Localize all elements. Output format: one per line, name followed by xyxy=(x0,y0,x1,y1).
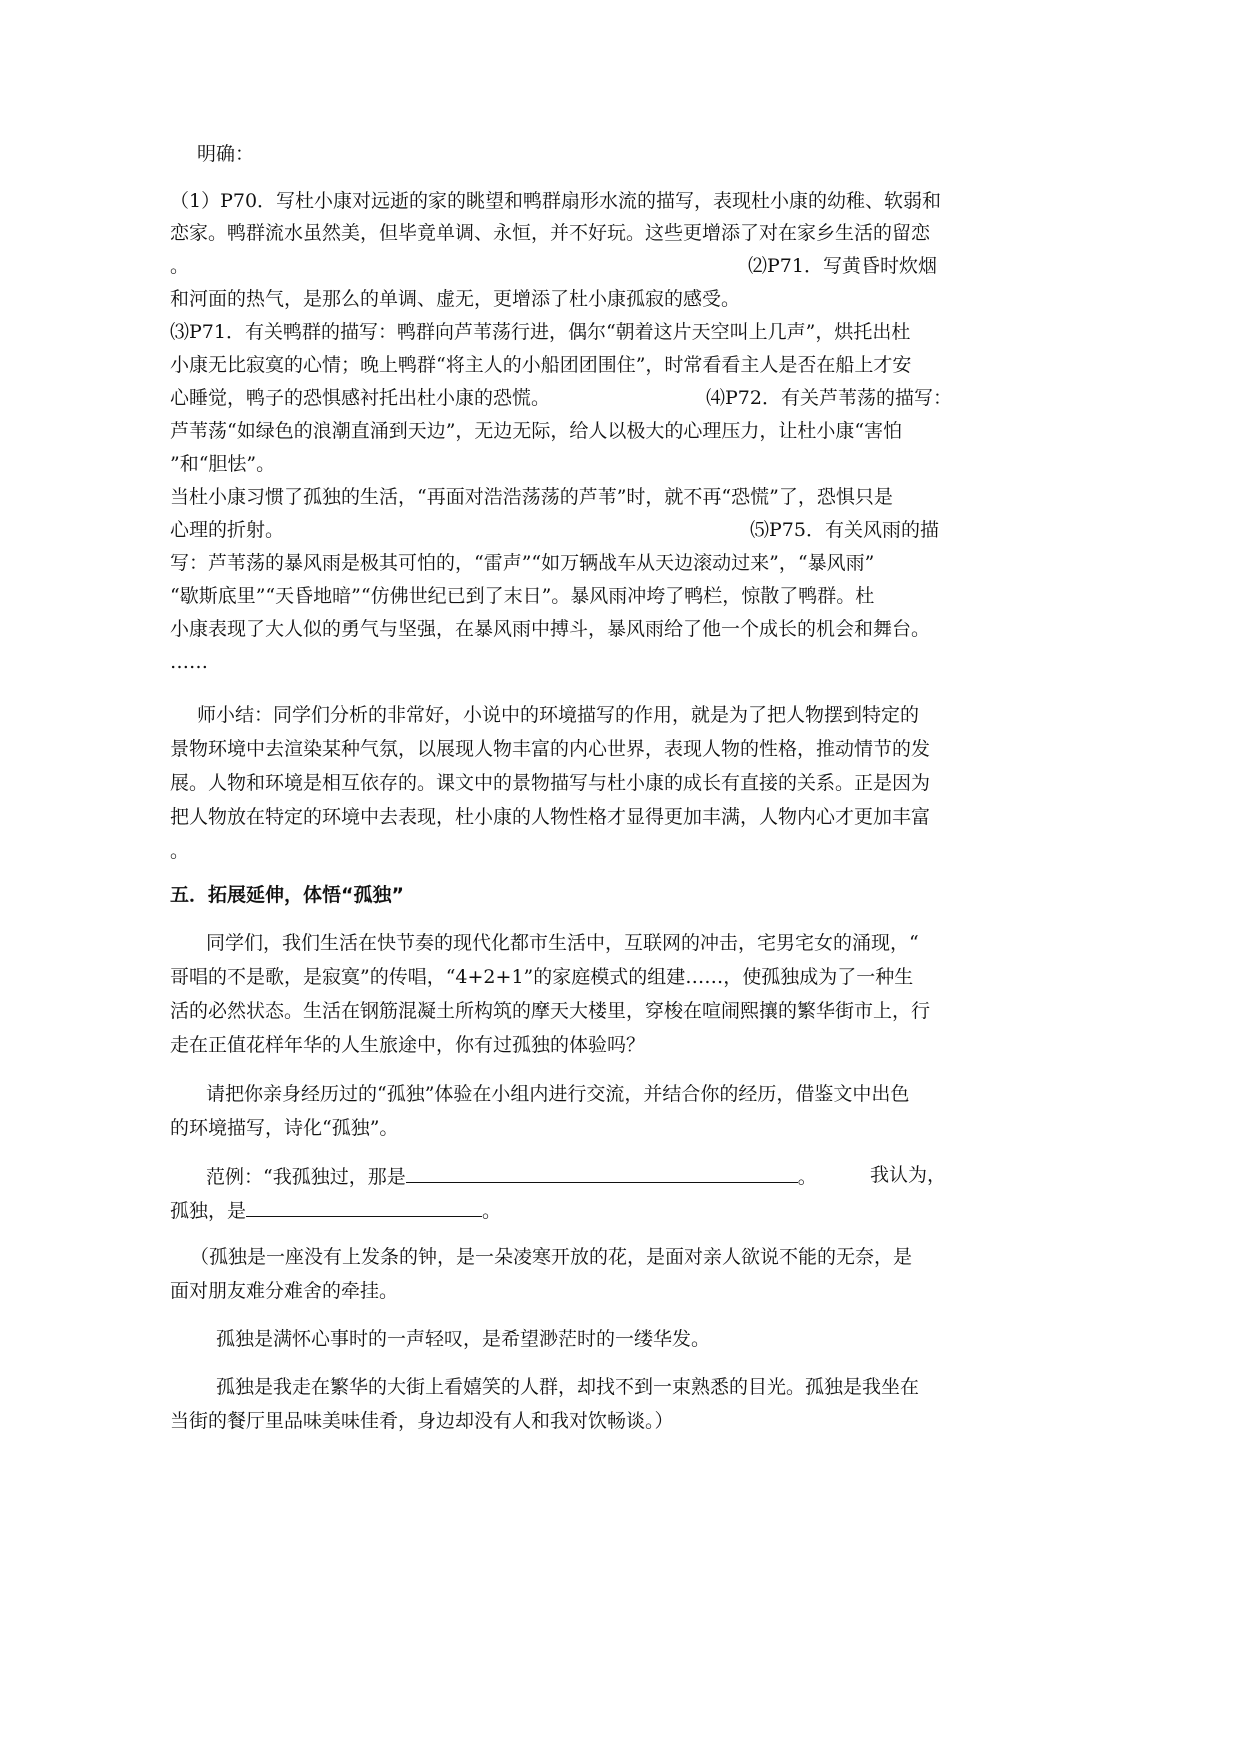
analysis-line-3b: ⑵P71．写黄昏时炊烟 xyxy=(748,255,937,277)
analysis-line-11a: 心理的折射。 xyxy=(170,519,285,541)
mingque-label: 明确： xyxy=(197,143,255,165)
analysis-line-2: 恋家。鸭群流水虽然美，但毕竟单调、永恒，并不好玩。这些更增添了对在家乡生活的留恋 xyxy=(170,222,931,244)
task-line-2: 的环境描写，诗化“孤独”。 xyxy=(170,1117,399,1139)
example-line-1 xyxy=(206,1160,817,1192)
intro-line-3: 活的必然状态。生活在钢筋混凝土所构筑的摩天大楼里，穿梭在喧闹熙攘的繁华街市上，行 xyxy=(170,1000,931,1022)
analysis-line-7a: 心睡觉，鸭子的恐惧感衬托出杜小康的恐慌。 xyxy=(170,387,551,409)
analysis-line-6: 小康无比寂寞的心情；晚上鸭群“将主人的小船团团围住”，时常看看主人是否在船上才安 xyxy=(170,354,912,376)
answer-line-4: 孤独是我走在繁华的大街上看嬉笑的人群，却找不到一束熟悉的目光。孤独是我坐在 xyxy=(216,1376,920,1398)
analysis-line-4: 和河面的热气，是那么的单调、虚无，更增添了杜小康孤寂的感受。 xyxy=(170,288,741,310)
analysis-line-3a: 。 xyxy=(170,255,190,277)
answer-blank-2[interactable] xyxy=(246,1194,482,1217)
analysis-line-12: 写：芦苇荡的暴风雨是极其可怕的，“雷声”“如万辆战车从天边滚动过来”，“暴风雨” xyxy=(170,552,875,574)
analysis-line-10: 当杜小康习惯了孤独的生活，“再面对浩浩荡荡的芦苇”时，就不再“恐慌”了，恐惧只是 xyxy=(170,486,893,508)
analysis-line-11b: ⑸P75．有关风雨的描 xyxy=(750,519,939,541)
task-line-1: 请把你亲身经历过的“孤独”体验在小组内进行交流，并结合你的经历，借鉴文中出色 xyxy=(206,1083,910,1105)
answer-blank-1[interactable] xyxy=(406,1160,798,1183)
example-right: 我认为， xyxy=(870,1164,947,1186)
example-line-2 xyxy=(170,1194,501,1226)
intro-line-4: 走在正值花样年华的人生旅途中，你有过孤独的体验吗？ xyxy=(170,1034,646,1056)
intro-line-2: 哥唱的不是歌，是寂寞”的传唱，“4+2+1”的家庭模式的组建……，使孤独成为了一种生 xyxy=(170,966,914,988)
analysis-line-15: …… xyxy=(170,651,208,673)
analysis-line-7b: ⑷P72．有关芦苇荡的描写： xyxy=(706,387,952,409)
analysis-line-14: 小康表现了大人似的勇气与坚强，在暴风雨中搏斗，暴风雨给了他一个成长的机会和舞台。 xyxy=(170,618,931,640)
analysis-line-8: 芦苇荡“如绿色的浪潮直涌到天边”，无边无际，给人以极大的心理压力，让杜小康“害怕 xyxy=(170,420,903,442)
example-line-2-period: 。 xyxy=(482,1200,502,1222)
analysis-line-13: “歇斯底里”“天昏地暗”“仿佛世纪已到了末日”。暴风雨冲垮了鸭栏，惊散了鸭群。杜 xyxy=(170,585,875,607)
summary-line-1: 师小结：同学们分析的非常好，小说中的环境描写的作用，就是为了把人物摆到特定的 xyxy=(197,704,920,726)
example-period: 。 xyxy=(797,1166,817,1188)
section-heading: 五．拓展延伸，体悟“孤独” xyxy=(170,884,404,906)
analysis-line-5: ⑶P71．有关鸭群的描写：鸭群向芦苇荡行进，偶尔“朝着这片天空叫上几声”，烘托出杜 xyxy=(170,321,911,343)
summary-line-4: 把人物放在特定的环境中去表现，杜小康的人物性格才显得更加丰满，人物内心才更加丰富 xyxy=(170,806,931,828)
answer-line-5: 当街的餐厅里品味美味佳肴，身边却没有人和我对饮畅谈。） xyxy=(170,1410,674,1432)
example-prefix: 范例：“我孤独过，那是 xyxy=(206,1166,406,1188)
answer-line-1: （孤独是一座没有上发条的钟，是一朵凌寒开放的花，是面对亲人欲说不能的无奈，是 xyxy=(190,1246,913,1268)
answer-line-3: 孤独是满怀心事时的一声轻叹，是希望渺茫时的一缕华发。 xyxy=(216,1328,711,1350)
summary-line-5: 。 xyxy=(170,840,190,862)
summary-line-2: 景物环境中去渲染某种气氛，以展现人物丰富的内心世界，表现人物的性格，推动情节的发 xyxy=(170,738,931,760)
example-line-2-prefix: 孤独，是 xyxy=(170,1200,247,1222)
summary-line-3: 展。人物和环境是相互依存的。课文中的景物描写与杜小康的成长有直接的关系。正是因为 xyxy=(170,772,931,794)
answer-line-2: 面对朋友难分难舍的牵挂。 xyxy=(170,1280,399,1302)
intro-line-1: 同学们，我们生活在快节奏的现代化都市生活中，互联网的冲击，宅男宅女的涌现，“ xyxy=(206,932,919,954)
analysis-line-1: （1）P70．写杜小康对远逝的家的眺望和鸭群扇形水流的描写，表现杜小康的幼稚、软弱和 xyxy=(170,190,942,212)
analysis-line-9: ”和“胆怯”。 xyxy=(170,453,276,475)
